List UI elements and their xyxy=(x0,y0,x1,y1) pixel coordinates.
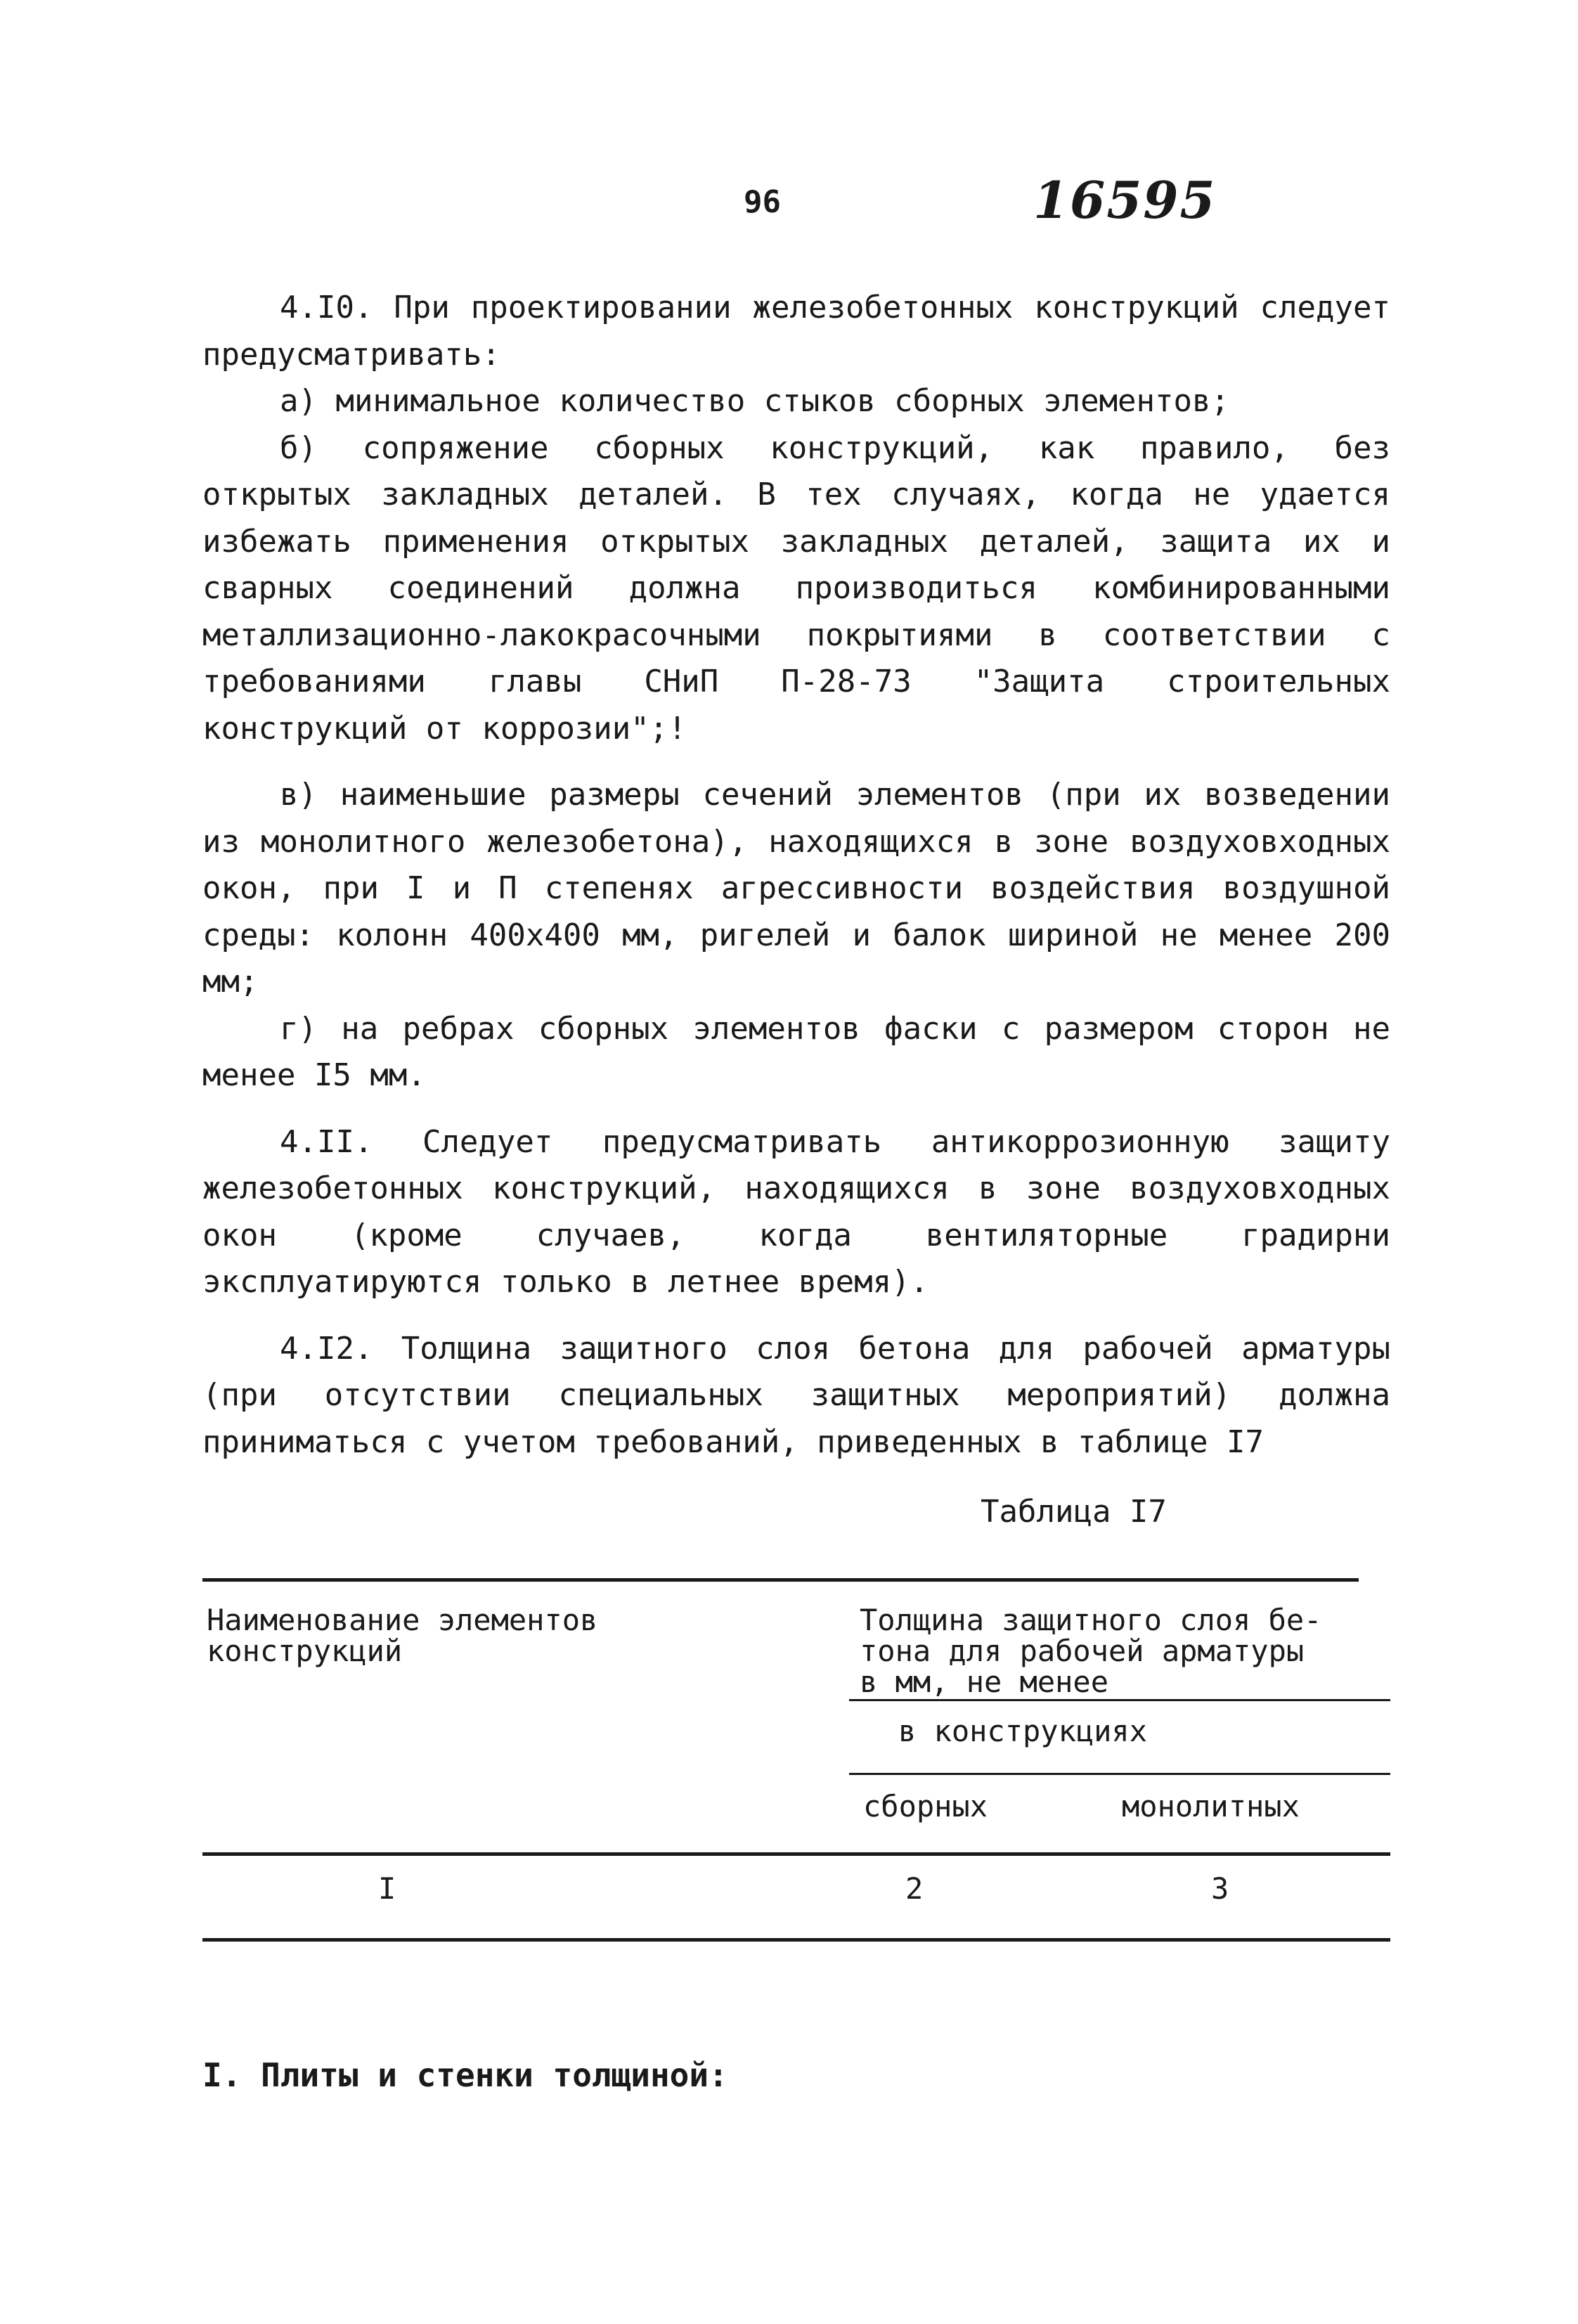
document-code: 16595 xyxy=(1033,170,1217,230)
page-number: 96 xyxy=(744,184,781,220)
paragraph-4-10-intro: 4.I0. При проектировании железобетонных конструкций следует предусматривать: xyxy=(202,290,1390,373)
column-number-3: 3 xyxy=(1211,1871,1229,1906)
subheader-rule xyxy=(849,1699,1390,1701)
column-number-1: I xyxy=(378,1871,396,1906)
numbers-bottom-rule xyxy=(202,1938,1390,1942)
column-header-monolithic: монолитных xyxy=(1122,1789,1300,1823)
paragraph-4-10-item-v: в) наименьшие размеры сечений элементов (при их возведении из монолитного железобетона), находящихся в зоне воздуховходных окон, при I и П степенях агрессивности воздействия воздушной среды: колонн 400х400 мм, ригелей и балок шириной не менее 200 мм; xyxy=(202,777,1390,1000)
paragraph-4-10-item-a: а) минимальное количество стыков сборных элементов; xyxy=(280,383,1230,419)
column-header-element-names: Наименование элементов конструкций xyxy=(207,1603,598,1668)
table-top-rule xyxy=(202,1578,1359,1582)
column-header-cover-thickness: Толщина защитного слоя бе- тона для рабочей арматуры в мм, не менее xyxy=(860,1603,1322,1699)
subheader-in-structures: в конструкциях xyxy=(898,1714,1148,1748)
paragraph-4-12: 4.I2. Толщина защитного слоя бетона для рабочей арматуры (при отсутствии специальных защитных мероприятий) должна приниматься с учетом требований, приведенных в таблице I7 xyxy=(202,1330,1390,1460)
table-caption: Таблица I7 xyxy=(981,1494,1167,1530)
header-bottom-rule xyxy=(202,1852,1390,1856)
paragraph-4-10-item-b: б) сопряжение сборных конструкций, как правило, без открытых закладных деталей. В тех случаях, когда не удается избежать применения открытых закладных деталей, защита их и сварных соединений должна производиться комбинированными металлизационно-лакокрасочными покрытиями в соответствии с требованиями главы СНиП П-28-73 "Защита строительных конструкций от коррозии";! xyxy=(202,430,1390,747)
paragraph-4-10-item-g: г) на ребрах сборных элементов фаски с размером сторон не менее I5 мм. xyxy=(202,1010,1390,1093)
page-header xyxy=(0,170,1578,239)
column-number-2: 2 xyxy=(905,1871,924,1906)
subcolumn-rule xyxy=(849,1773,1390,1775)
document-body xyxy=(202,285,1390,1466)
table-17 xyxy=(202,1578,1390,1944)
column-header-prefab: сборных xyxy=(863,1789,988,1823)
table-row-slabs-and-walls: I. Плиты и стенки толщиной: xyxy=(202,2056,728,2094)
paragraph-4-11: 4.II. Следует предусматривать антикоррозионную защиту железобетонных конструкций, находящихся в зоне воздуховходных окон (кроме случаев, когда вентиляторные градирни эксплуатируются только в летнее время). xyxy=(202,1123,1390,1300)
